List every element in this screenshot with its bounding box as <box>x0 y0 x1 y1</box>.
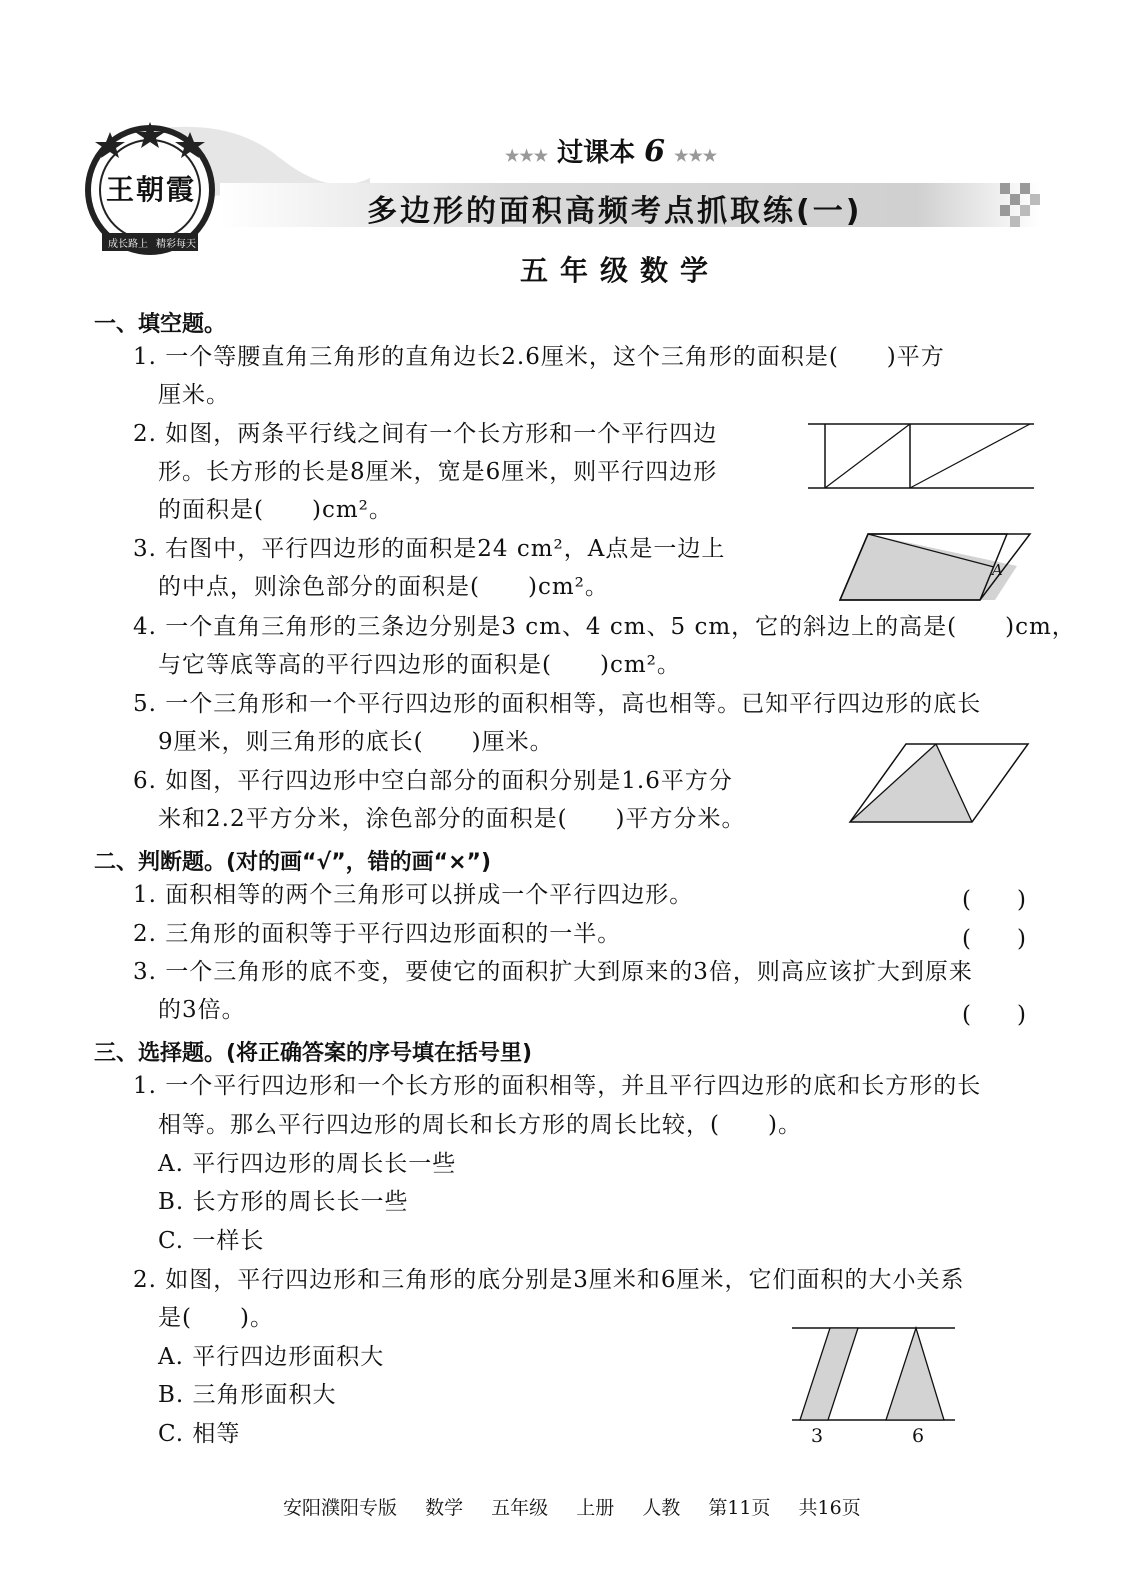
footer-publisher: 人教 <box>642 1497 681 1519</box>
fill-q6-line1: 6. 如图，平行四边形中空白部分的面积分别是1.6平方分 <box>133 768 733 794</box>
choice-q2-option-c: C. 相等 <box>158 1421 241 1447</box>
judge-q3-answer[interactable]: ( ) <box>962 1002 1026 1028</box>
figure-rectangle-parallelogram <box>808 418 1038 494</box>
choice-q1-line2: 相等。那么平行四边形的周长和长方形的周长比较，( )。 <box>158 1112 802 1138</box>
choice-q1-option-a: A. 平行四边形的周长长一些 <box>158 1151 457 1177</box>
choice-q2-option-b: B. 三角形面积大 <box>158 1382 337 1408</box>
fill-q1-line1: 1. 一个等腰直角三角形的直角边长2.6厘米，这个三角形的面积是( )平方 <box>133 344 945 370</box>
judge-q2-answer[interactable]: ( ) <box>962 926 1026 952</box>
footer-edition: 安阳濮阳专版 <box>283 1497 398 1519</box>
judge-q1-answer[interactable]: ( ) <box>962 887 1026 913</box>
page-footer <box>283 1493 883 1520</box>
footer-page: 第11页 <box>708 1497 771 1519</box>
choice-q1-line1: 1. 一个平行四边形和一个长方形的面积相等，并且平行四边形的底和长方形的长 <box>133 1073 982 1099</box>
fig-base-label-6: 6 <box>912 1425 925 1447</box>
footer-volume: 上册 <box>576 1497 615 1519</box>
fill-q3-line1: 3. 右图中，平行四边形的面积是24 cm²，A点是一边上 <box>133 536 726 562</box>
judge-q1: 1. 面积相等的两个三角形可以拼成一个平行四边形。 <box>133 882 694 908</box>
choice-q1-option-c: C. 一样长 <box>158 1228 265 1254</box>
fill-q4-line1: 4. 一个直角三角形的三条边分别是3 cm、4 cm、5 cm，它的斜边上的高是( )cm， <box>133 614 1076 640</box>
footer-grade: 五年级 <box>491 1497 549 1519</box>
logo-slogan-right: 精彩每天 <box>156 239 196 250</box>
section-heading-choice: 三、选择题。(将正确答案的序号填在括号里) <box>94 1041 533 1066</box>
fill-q4-line2: 与它等底等高的平行四边形的面积是( )cm²。 <box>158 652 681 678</box>
series-label: 过课本 <box>557 138 636 168</box>
fill-q2-line3: 的面积是( )cm²。 <box>158 497 393 523</box>
judge-q2: 2. 三角形的面积等于平行四边形面积的一半。 <box>133 921 622 947</box>
fill-q2-line1: 2. 如图，两条平行线之间有一个长方形和一个平行四边 <box>133 421 718 447</box>
footer-total: 共16页 <box>798 1497 861 1519</box>
page-title: 多边形的面积高频考点抓取练(一) <box>367 194 863 229</box>
choice-q1-option-b: B. 长方形的周长长一些 <box>158 1189 409 1215</box>
judge-q3-line2: 的3倍。 <box>158 997 246 1023</box>
fill-q6-line2: 米和2.2平方分米，涂色部分的面积是( )平方分米。 <box>158 806 746 832</box>
fig-base-label-3: 3 <box>811 1425 824 1447</box>
fill-q3-line2: 的中点，则涂色部分的面积是( )cm²。 <box>158 574 609 600</box>
stars-right: ★★★ <box>674 146 718 165</box>
series-tag <box>505 132 717 169</box>
judge-q3-line1: 3. 一个三角形的底不变，要使它的面积扩大到原来的3倍，则高应该扩大到原来 <box>133 959 973 985</box>
page-subtitle: 五年级数学 <box>520 254 721 287</box>
choice-q2-line2: 是( )。 <box>158 1305 274 1331</box>
series-number: 6 <box>644 134 666 169</box>
choice-q2-line1: 2. 如图，平行四边形和三角形的底分别是3厘米和6厘米，它们面积的大小关系 <box>133 1267 965 1293</box>
fill-q5-line2: 9厘米，则三角形的底长( )厘米。 <box>158 729 554 755</box>
fill-q1-line2: 厘米。 <box>158 382 230 408</box>
figure-parallelogram-and-triangle <box>790 1322 958 1424</box>
fig-point-a: A <box>992 561 1003 579</box>
figure-triangle-in-parallelogram <box>846 740 1032 826</box>
logo-brand: 王朝霞 <box>106 173 197 206</box>
checker-pattern <box>1000 183 1040 227</box>
section-heading-fill: 一、填空题。 <box>94 312 227 337</box>
footer-subject: 数学 <box>425 1497 464 1519</box>
choice-q2-option-a: A. 平行四边形面积大 <box>158 1344 385 1370</box>
stars-left: ★★★ <box>505 146 549 165</box>
logo-slogan-left: 成长路上 <box>108 239 148 250</box>
section-heading-judge: 二、判断题。(对的画“√”，错的画“×”) <box>94 850 492 875</box>
fill-q2-line2: 形。长方形的长是8厘米，宽是6厘米，则平行四边形 <box>158 459 718 485</box>
fill-q5-line1: 5. 一个三角形和一个平行四边形的面积相等，高也相等。已知平行四边形的底长 <box>133 691 982 717</box>
